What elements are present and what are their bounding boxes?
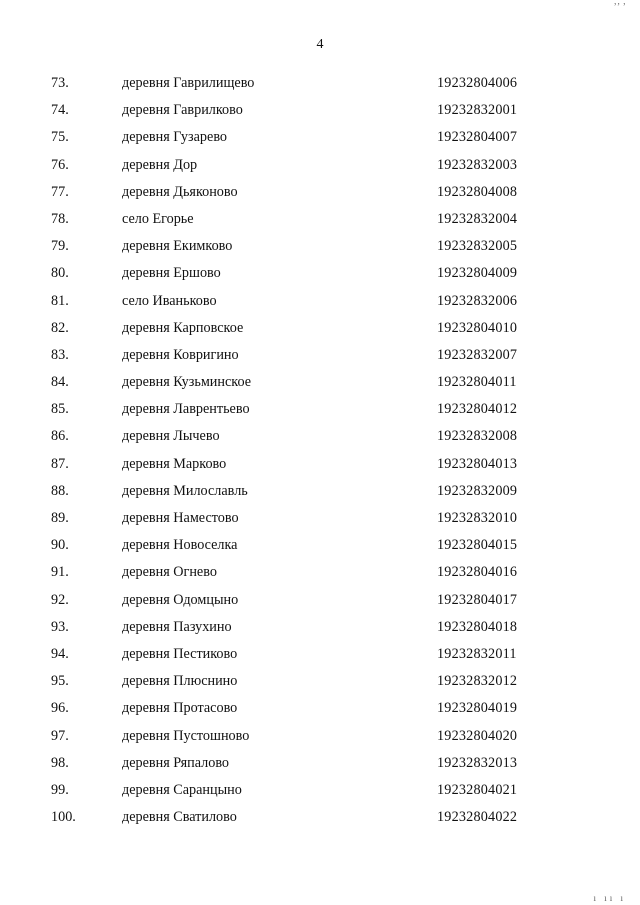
oktmo-code: 19232832010: [437, 510, 518, 526]
oktmo-code: 19232832004: [437, 210, 518, 227]
oktmo-code: 19232832005: [437, 238, 518, 255]
list-item: [0, 399, 640, 426]
oktmo-code: 19232804018: [437, 618, 518, 635]
row-number: 74.: [51, 102, 69, 119]
corner-bottom-mark: ı ıı ı: [593, 893, 626, 903]
settlement-name: деревня Ряпалово: [122, 754, 230, 771]
row-number: 78.: [51, 210, 69, 227]
oktmo-code: 19232804007: [437, 129, 518, 146]
oktmo-code: 19232804006: [437, 75, 518, 91]
settlement-name: деревня Кузьминское: [122, 374, 252, 391]
list-item: [0, 644, 640, 671]
settlement-name: село Егорье: [122, 210, 194, 227]
settlement-name: деревня Дор: [122, 156, 198, 173]
settlement-name: деревня Ершово: [122, 265, 221, 282]
row-number: 73.: [51, 75, 69, 91]
row-number: 86.: [51, 428, 69, 445]
list-item: [0, 155, 640, 182]
list-item: [0, 807, 640, 834]
list-item: [0, 426, 640, 453]
list-item: [0, 182, 640, 209]
settlements-list: [0, 73, 640, 834]
row-number: 83.: [51, 346, 69, 363]
settlement-name: деревня Гаврилково: [122, 102, 243, 119]
oktmo-code: 19232832007: [437, 346, 518, 363]
settlement-name: деревня Екимково: [122, 238, 233, 255]
list-item: [0, 127, 640, 154]
list-item: [0, 481, 640, 508]
settlement-name: деревня Пазухино: [122, 618, 232, 635]
oktmo-code: 19232832008: [437, 428, 518, 445]
row-number: 94.: [51, 645, 69, 662]
list-item: [0, 454, 640, 481]
settlement-name: деревня Одомцыно: [122, 591, 239, 608]
list-item: [0, 753, 640, 780]
row-number: 82.: [51, 319, 69, 336]
row-number: 99.: [51, 781, 69, 798]
list-item: [0, 236, 640, 263]
list-item: [0, 562, 640, 589]
list-item: [0, 73, 640, 100]
settlement-name: деревня Лаврентьево: [122, 401, 250, 418]
row-number: 76.: [51, 156, 69, 173]
row-number: 81.: [51, 292, 69, 309]
list-item: [0, 263, 640, 290]
oktmo-code: 19232804016: [437, 564, 518, 581]
row-number: 87.: [51, 455, 69, 472]
row-number: 98.: [51, 754, 69, 771]
list-item: [0, 209, 640, 236]
row-number: 90.: [51, 537, 69, 554]
row-number: 97.: [51, 727, 69, 744]
settlement-name: деревня Карповское: [122, 319, 244, 336]
settlement-name: деревня Дьяконово: [122, 183, 238, 200]
oktmo-code: 19232804021: [437, 781, 518, 798]
row-number: 79.: [51, 238, 69, 255]
oktmo-code: 19232832003: [437, 156, 518, 173]
oktmo-code: 19232804020: [437, 727, 518, 744]
list-item: [0, 372, 640, 399]
list-item: [0, 535, 640, 562]
oktmo-code: 19232804013: [437, 455, 518, 472]
settlement-name: село Иваньково: [122, 292, 217, 309]
list-item: [0, 671, 640, 698]
row-number: 77.: [51, 183, 69, 200]
settlement-name: деревня Пустошново: [122, 727, 250, 744]
row-number: 92.: [51, 591, 69, 608]
oktmo-code: 19232832011: [437, 645, 517, 662]
settlement-name: деревня Ковригино: [122, 346, 239, 363]
row-number: 88.: [51, 482, 69, 499]
row-number: 85.: [51, 401, 69, 418]
row-number: 93.: [51, 618, 69, 635]
oktmo-code: 19232804008: [437, 183, 518, 200]
row-number: 91.: [51, 564, 69, 581]
oktmo-code: 19232832012: [437, 673, 518, 690]
oktmo-code: 19232804019: [437, 700, 518, 717]
settlement-name: деревня Плюснино: [122, 673, 238, 690]
oktmo-code: 19232804011: [437, 374, 517, 391]
oktmo-code: 19232832006: [437, 292, 518, 309]
settlement-name: деревня Наместово: [122, 510, 239, 526]
oktmo-code: 19232804022: [437, 809, 518, 826]
list-item: [0, 726, 640, 753]
page-number: 4: [316, 37, 324, 52]
oktmo-code: 19232832013: [437, 754, 518, 771]
settlement-name: деревня Марково: [122, 455, 227, 472]
list-item: [0, 617, 640, 644]
settlement-name: деревня Протасово: [122, 700, 238, 717]
settlement-name: деревня Новоселка: [122, 537, 238, 554]
row-number: 95.: [51, 673, 69, 690]
settlement-name: деревня Огнево: [122, 564, 217, 581]
settlement-name: деревня Саранцыно: [122, 781, 242, 798]
list-item: [0, 698, 640, 725]
list-item: [0, 291, 640, 318]
oktmo-code: 19232804017: [437, 591, 518, 608]
row-number: 80.: [51, 265, 69, 282]
row-number: 100.: [51, 809, 76, 826]
oktmo-code: 19232804010: [437, 319, 518, 336]
settlement-name: деревня Гузарево: [122, 129, 228, 146]
row-number: 75.: [51, 129, 69, 146]
oktmo-code: 19232804015: [437, 537, 518, 554]
oktmo-code: 19232832009: [437, 482, 518, 499]
settlement-name: деревня Лычево: [122, 428, 220, 445]
row-number: 96.: [51, 700, 69, 717]
settlement-name: деревня Гаврилищево: [122, 75, 255, 91]
list-item: [0, 508, 640, 535]
row-number: 89.: [51, 510, 69, 526]
settlement-name: деревня Пестиково: [122, 645, 238, 662]
list-item: [0, 345, 640, 372]
oktmo-code: 19232804012: [437, 401, 518, 418]
list-item: [0, 590, 640, 617]
settlement-name: деревня Милославль: [122, 482, 248, 499]
list-item: [0, 318, 640, 345]
row-number: 84.: [51, 374, 69, 391]
list-item: [0, 100, 640, 127]
settlement-name: деревня Сватилово: [122, 809, 237, 826]
list-item: [0, 780, 640, 807]
oktmo-code: 19232832001: [437, 102, 518, 119]
corner-top-mark: ‚‚ ‚: [613, 0, 626, 7]
oktmo-code: 19232804009: [437, 265, 518, 282]
